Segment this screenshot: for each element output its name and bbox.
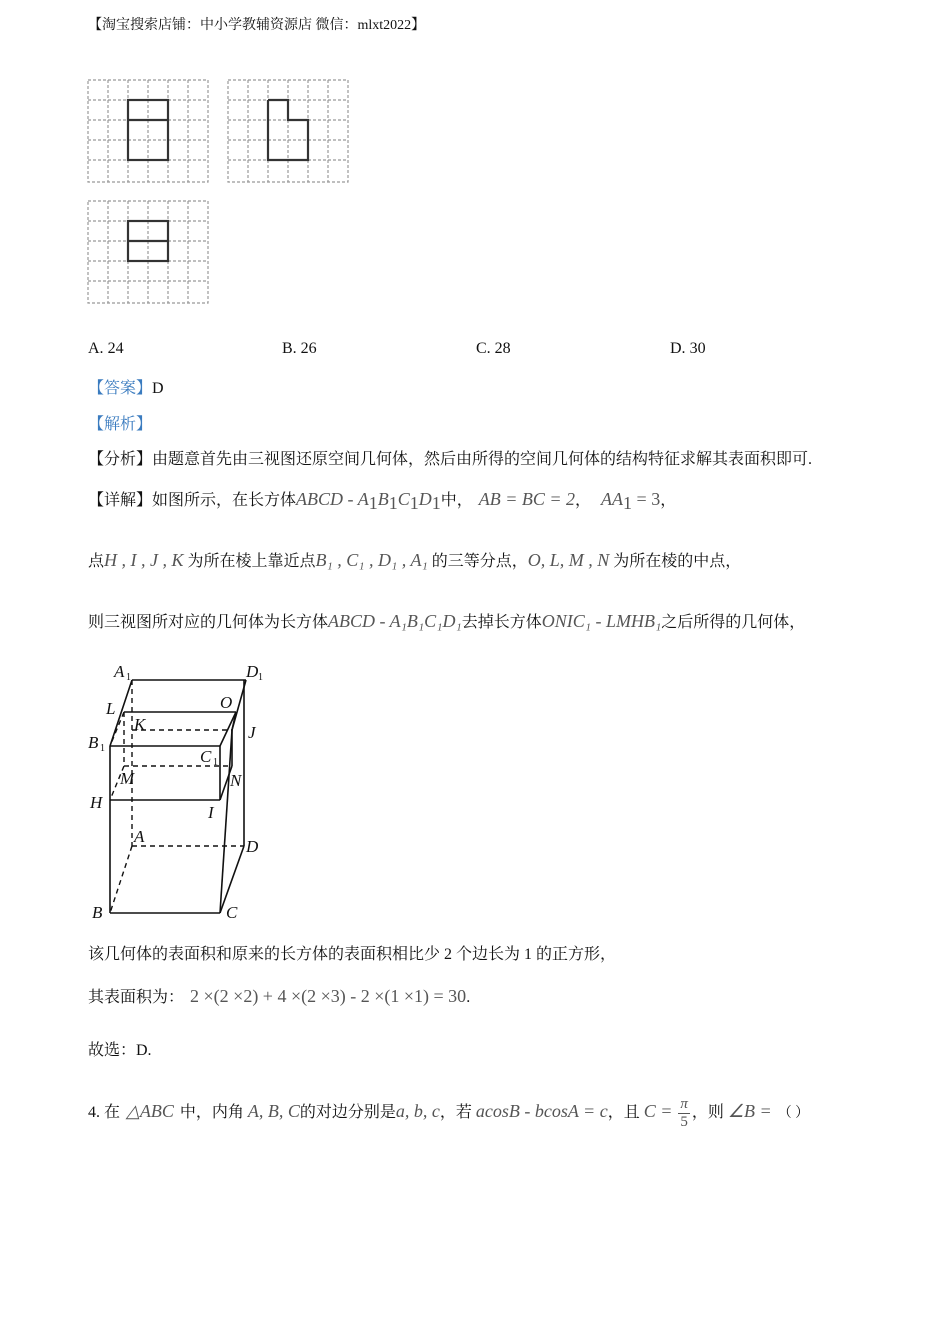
label-d1: D	[246, 662, 259, 681]
label-i: I	[208, 803, 214, 822]
svg-text:1: 1	[126, 672, 131, 683]
label-c: C	[226, 903, 238, 922]
svg-text:1: 1	[258, 672, 263, 683]
option-a: A. 24	[88, 340, 124, 357]
front-view	[88, 80, 208, 182]
label-a1: A	[114, 662, 125, 681]
analysis-tag: 【解析】	[88, 416, 153, 433]
label-b1: B	[88, 733, 99, 752]
answer-tag: 【答案】	[88, 380, 153, 397]
top-view	[88, 201, 208, 303]
label-b: B	[92, 903, 103, 922]
three-view-figure	[86, 78, 351, 304]
detail-line-2: 点H , I , J , K 为所在棱上靠近点B₁ , C₁ , D₁ , A₁ 的三等分点，O, L, M , N 为所在棱的中点，	[88, 550, 742, 570]
label-d: D	[246, 837, 259, 856]
side-view	[228, 80, 348, 182]
detail-line-1: 【详解】如图所示，在长方体ABCD - $A_1B_1C_1D_1$中， AB = BC = 2， $AA_1 = 3$，	[88, 489, 677, 514]
option-b: B. 26	[282, 340, 317, 357]
label-c1: C	[200, 747, 212, 766]
detail-line-4: 该几何体的表面积和原来的长方体的表面积相比少 2 个边长为 1 的正方形，	[88, 946, 617, 963]
label-a: A	[134, 827, 145, 846]
svg-text:1: 1	[100, 743, 105, 754]
label-l: L	[106, 699, 116, 718]
fenxi-line: 【分析】由题意首先由三视图还原空间几何体，然后由所得的空间几何体的结构特征求解其表面积即可.	[88, 451, 813, 468]
cuboid-figure	[86, 660, 286, 922]
fraction: $\frac{\pi}{5}$	[680, 1096, 688, 1130]
option-d: D. 30	[670, 340, 706, 357]
answer-value: D	[152, 380, 164, 397]
label-m: M	[120, 769, 135, 788]
label-j: J	[248, 723, 256, 742]
label-o: O	[220, 693, 233, 712]
label-n: N	[230, 771, 242, 790]
detail-line-5: 其表面积为： 2 ×(2 ×2) + 4 ×(2 ×3) - 2 ×(1 ×1) = 30.	[88, 986, 471, 1006]
answer-line	[88, 375, 164, 398]
option-c: C. 28	[476, 340, 511, 357]
detail-line-3: 则三视图所对应的几何体为长方体ABCD - A₁B₁C₁D₁去掉长方体ONIC₁ - LMHB₁之后所得的几何体，	[88, 611, 806, 631]
question-4: 4. 在 △ABC 中，内角 A, B, C的对边分别是a, b, c，若 acosB - bcosA = c，且 C = $\frac{\pi}{5}$ ，则 ∠B = （ ）	[88, 1096, 810, 1130]
svg-text:1: 1	[213, 757, 218, 768]
page-header: 【淘宝搜索店铺：中小学教辅资源店 微信：mlxt2022】	[88, 18, 426, 33]
label-h: H	[90, 793, 103, 812]
label-k: K	[134, 715, 146, 734]
detail-line-6: 故选：D.	[88, 1042, 152, 1059]
